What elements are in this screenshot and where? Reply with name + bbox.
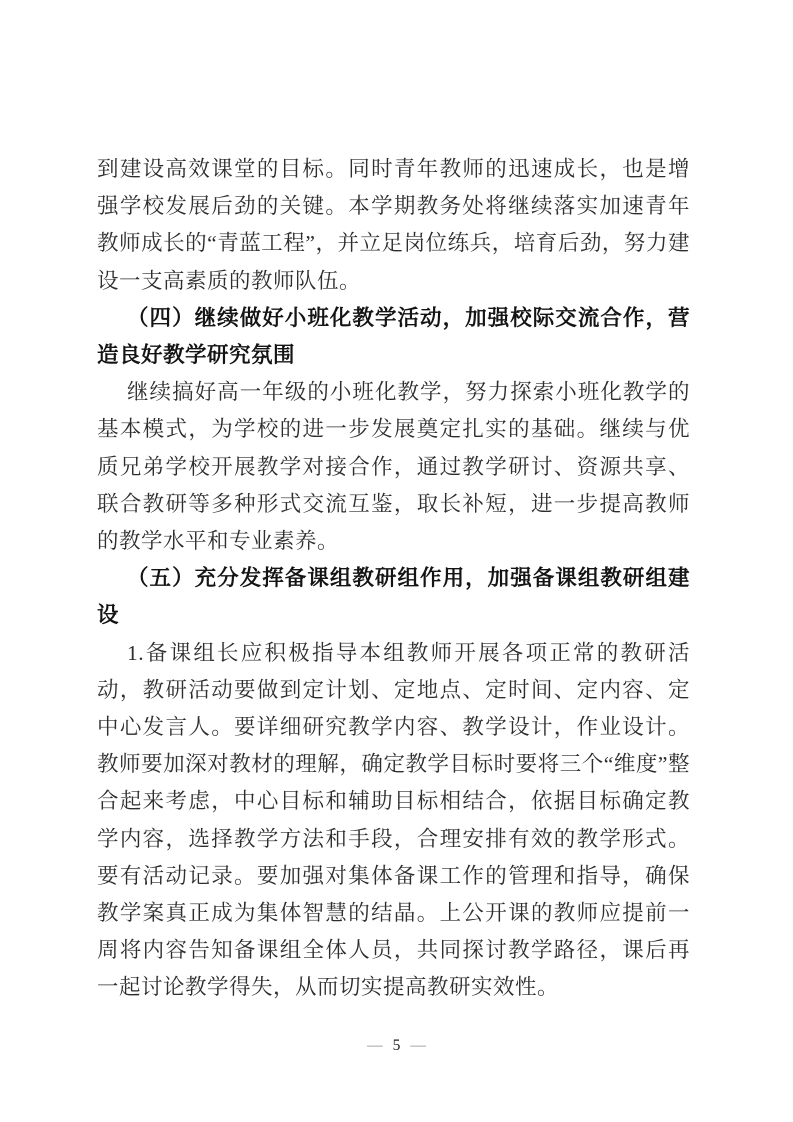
footer-dash-right: — (410, 1037, 426, 1054)
section-heading-four: （四）继续做好小班化教学活动，加强校际交流合作，营造良好教学研究氛围 (97, 305, 690, 368)
text-block (97, 151, 690, 1007)
section-heading-five: （五）充分发挥备课组教研组作用，加强备课组教研组建设 (97, 566, 690, 628)
page-footer (0, 1035, 793, 1057)
paragraph-small-class-teaching: 继续搞好高一年级的小班化教学，努力探索小班化教学的基本模式，为学校的进一步发展奠定扎实的基础。继续与优质兄弟学校开展教学对接合作，通过教学研讨、资源共享、联合教研等多种形式交流互鉴，取长补短，进一步提高教师的教学水平和专业素养。 (97, 380, 690, 554)
footer-dash-left: — (367, 1037, 383, 1054)
paragraph-lesson-prep-group: 1.备课组长应积极指导本组教师开展各项正常的教研活动，教研活动要做到定计划、定地点、定时间、定内容、定中心发言人。要详细研究教学内容、教学设计，作业设计。教师要加深对教材的理解，确定教学目标时要将三个“维度”整合起来考虑，中心目标和辅助目标相结合，依据目标确定教学内容，选择教学方法和手段，合理安排有效的教学形式。要有活动记录。要加强对集体备课工作的管理和指导，确保教学案真正成为集体智慧的结晶。上公开课的教师应提前一周将内容告知备课组全体人员，共同探讨教学路径，课后再一起讨论教学得失，从而切实提高教研实效性。 (97, 640, 690, 1000)
paragraph-continuation: 到建设高效课堂的目标。同时青年教师的迅速成长，也是增强学校发展后劲的关键。本学期教务处将继续落实加速青年教师成长的“青蓝工程”，并立足岗位练兵，培育后劲，努力建设一支高素质的教师队伍。 (97, 157, 690, 293)
page-number: 5 (392, 1037, 401, 1054)
